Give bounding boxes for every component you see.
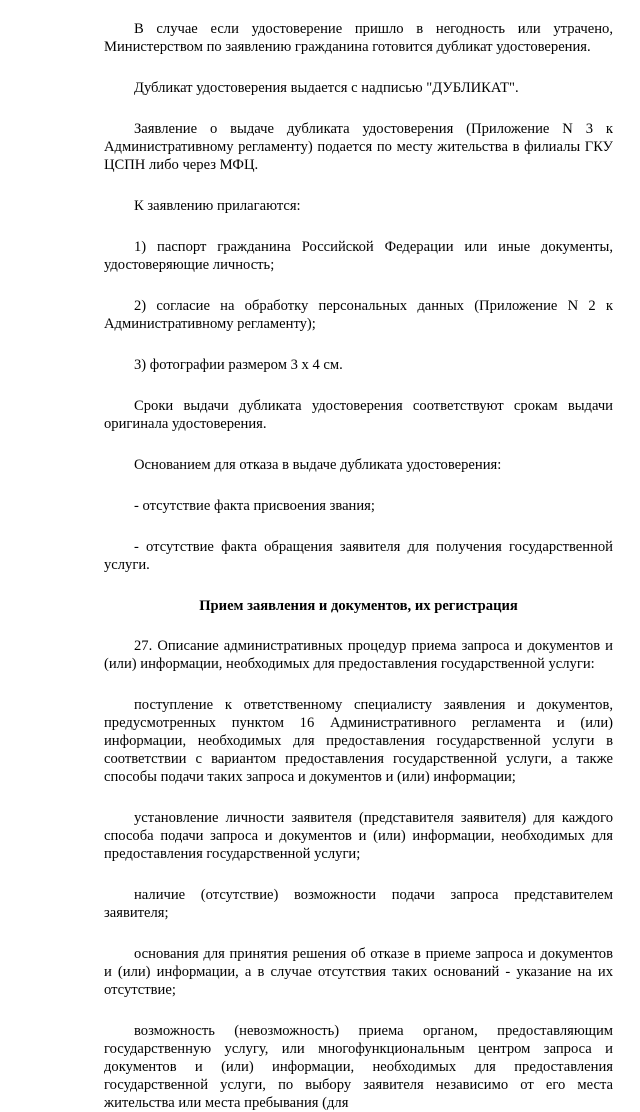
paragraph-procedure-description: 27. Описание административных процедур приема запроса и документов и (или) информации, необходимых для предоставления государственной услуги: bbox=[104, 638, 613, 672]
list-item-photos: 3) фотографии размером 3 х 4 см. bbox=[134, 357, 343, 373]
paragraph-receipt-of-documents: поступление к ответственному специалисту заявления и документов, предусмотренных пунктом 16 Административного регламента и (или) информации, необходимых для предоставления государственной услуги в соответствии с вариантом предоставления государственной услуги, а также способы подачи таких запроса и документов и (или) информации; bbox=[104, 697, 613, 785]
paragraph-refusal-basis: основания для принятия решения об отказе в приеме запроса и документов и (или) информации, а в случае отсутствия таких оснований - указание на их отсутствие; bbox=[104, 946, 613, 998]
paragraph-duplicate-issuance: В случае если удостоверение пришло в негодность или утрачено, Министерством по заявлению гражданина готовится дубликат удостоверения. bbox=[104, 21, 613, 55]
paragraph-extraterritorial-acceptance: возможность (невозможность) приема органом, предоставляющим государственную услугу, или многофункциональным центром запроса и документов и (или) информации, необходимых для предоставления государственной услуги, по выбору заявителя независимо от его места жительства или места пребывания (для bbox=[104, 1023, 613, 1111]
paragraph-representative-submission: наличие (отсутствие) возможности подачи запроса представителем заявителя; bbox=[104, 887, 613, 921]
list-item-consent: 2) согласие на обработку персональных данных (Приложение N 2 к Административному регламенту); bbox=[104, 298, 613, 332]
paragraph-duplicate-stamp: Дубликат удостоверения выдается с надписью "ДУБЛИКАТ". bbox=[134, 80, 519, 96]
paragraph-attachments-intro: К заявлению прилагаются: bbox=[134, 198, 301, 214]
list-item-no-application: - отсутствие факта обращения заявителя для получения государственной услуги. bbox=[104, 539, 613, 573]
paragraph-refusal-grounds: Основанием для отказа в выдаче дубликата удостоверения: bbox=[134, 457, 502, 473]
section-heading: Прием заявления и документов, их регистрация bbox=[199, 598, 518, 614]
paragraph-issuance-terms: Сроки выдачи дубликата удостоверения соответствуют срокам выдачи оригинала удостоверения. bbox=[104, 398, 613, 432]
paragraph-application-submission: Заявление о выдаче дубликата удостоверения (Приложение N 3 к Административному регламенту) подается по месту жительства в филиалы ГКУ ЦСПН либо через МФЦ. bbox=[104, 121, 613, 173]
list-item-passport: 1) паспорт гражданина Российской Федерации или иные документы, удостоверяющие личность; bbox=[104, 239, 613, 273]
list-item-no-title-award: - отсутствие факта присвоения звания; bbox=[134, 498, 375, 514]
paragraph-identity-verification: установление личности заявителя (представителя заявителя) для каждого способа подачи запроса и документов и (или) информации, необходимых для предоставления государственной услуги; bbox=[104, 810, 613, 862]
